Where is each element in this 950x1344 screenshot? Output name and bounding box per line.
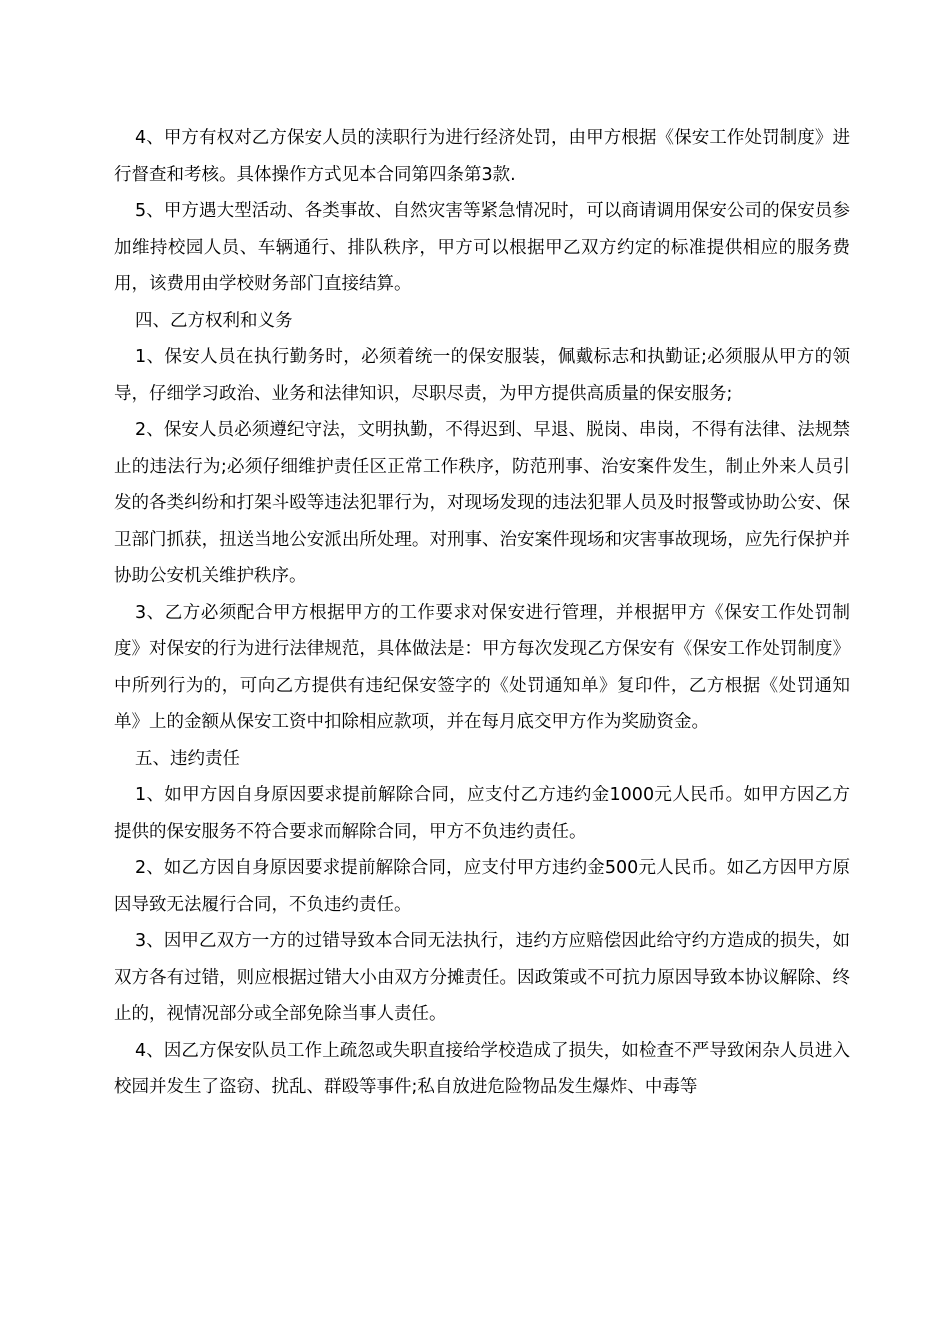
clause-paragraph: 1、如甲方因自身原因要求提前解除合同，应支付乙方违约金1000元人民币。如甲方因乙方提供的保安服务不符合要求而解除合同，甲方不负违约责任。 (114, 785, 850, 842)
clause-paragraph: 3、乙方必须配合甲方根据甲方的工作要求对保安进行管理，并根据甲方《保安工作处罚制度》对保安的行为进行法律规范，具体做法是：甲方每次发现乙方保安有《保安工作处罚制度》中所列行为的，可向乙方提供有违纪保安签字的《处罚通知单》复印件，乙方根据《处罚通知单》上的金额从保安工资中扣除相应款项，并在每月底交甲方作为奖励资金。 (114, 602, 850, 732)
clause-paragraph: 2、如乙方因自身原因要求提前解除合同，应支付甲方违约金500元人民币。如乙方因甲方原因导致无法履行合同，不负违约责任。 (114, 858, 850, 915)
clause-paragraph: 4、甲方有权对乙方保安人员的渎职行为进行经济处罚，由甲方根据《保安工作处罚制度》进行督查和考核。具体操作方式见本合同第四条第3款. (114, 128, 850, 185)
section-heading: 四、乙方权利和义务 (135, 310, 293, 331)
clause-paragraph: 1、保安人员在执行勤务时，必须着统一的保安服装，佩戴标志和执勤证;必须服从甲方的领导，仔细学习政治、业务和法律知识，尽职尽责，为甲方提供高质量的保安服务; (114, 347, 850, 404)
clause-paragraph: 3、因甲乙双方一方的过错导致本合同无法执行，违约方应赔偿因此给守约方造成的损失，如双方各有过错，则应根据过错大小由双方分摊责任。因政策或不可抗力原因导致本协议解除、终止的，视情况部分或全部免除当事人责任。 (114, 931, 850, 1024)
document-body (114, 120, 850, 1106)
clause-paragraph: 5、甲方遇大型活动、各类事故、自然灾害等紧急情况时，可以商请调用保安公司的保安员参加维持校园人员、车辆通行、排队秩序，甲方可以根据甲乙双方约定的标准提供相应的服务费用，该费用由学校财务部门直接结算。 (114, 201, 850, 294)
clause-paragraph: 4、因乙方保安队员工作上疏忽或失职直接给学校造成了损失，如检查不严导致闲杂人员进入校园并发生了盗窃、扰乱、群殴等事件;私自放进危险物品发生爆炸、中毒等 (114, 1040, 850, 1097)
section-heading: 五、违约责任 (135, 748, 240, 769)
clause-paragraph: 2、保安人员必须遵纪守法，文明执勤，不得迟到、早退、脱岗、串岗，不得有法律、法规禁止的违法行为;必须仔细维护责任区正常工作秩序，防范刑事、治安案件发生，制止外来人员引发的各类纠纷和打架斗殴等违法犯罪行为，对现场发现的违法犯罪人员及时报警或协助公安、保卫部门抓获，扭送当地公安派出所处理。对刑事、治安案件现场和灾害事故现场，应先行保护并协助公安机关维护秩序。 (114, 420, 850, 586)
